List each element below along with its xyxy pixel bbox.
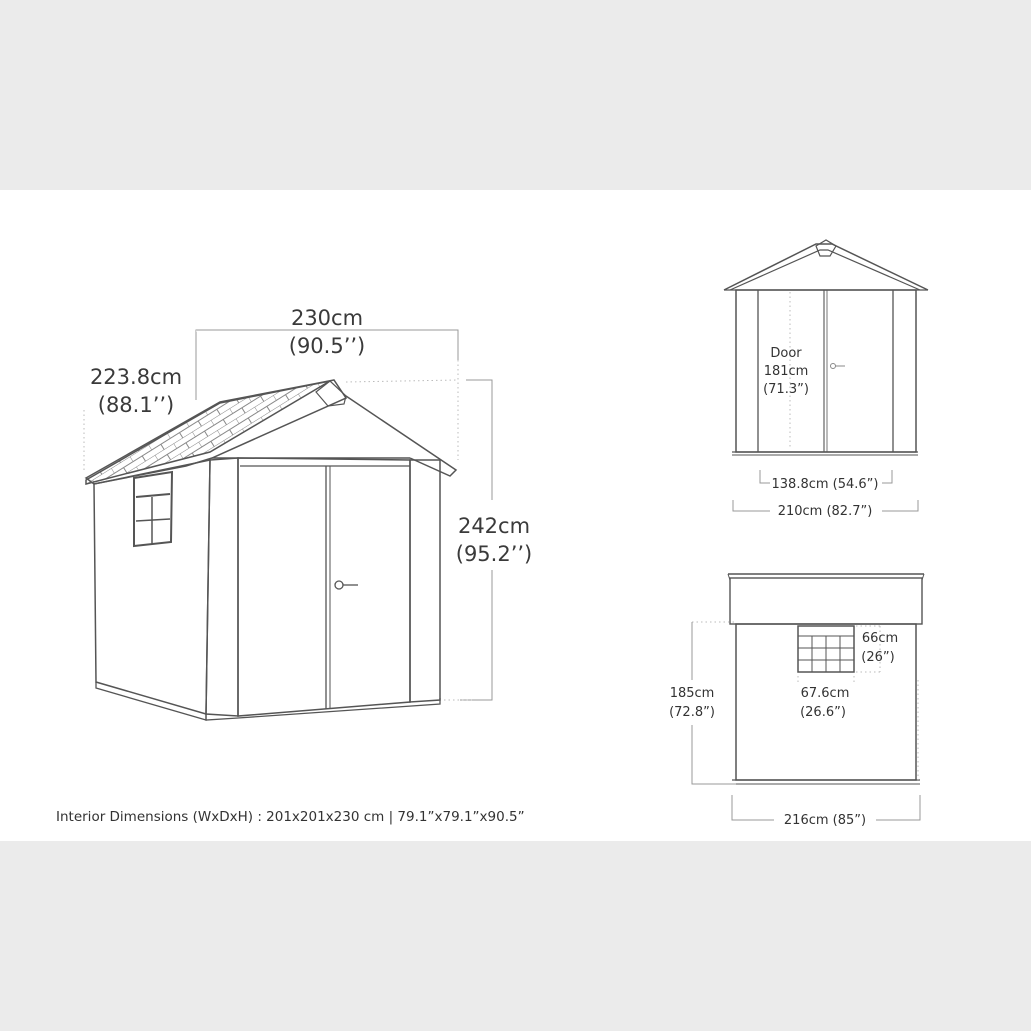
iso-width-cm: 230cm bbox=[290, 306, 364, 330]
iso-window bbox=[134, 472, 172, 546]
iso-door bbox=[238, 458, 410, 716]
window-height-in: (26”) bbox=[861, 650, 895, 665]
door-height-in: (71.3”) bbox=[763, 382, 809, 397]
iso-height-in: (95.2’’) bbox=[455, 542, 533, 566]
iso-height-cm: 242cm bbox=[457, 514, 531, 538]
door-width-dimension bbox=[760, 470, 770, 483]
side-roof bbox=[730, 578, 922, 624]
side-width-dimension bbox=[732, 795, 774, 820]
door-height-cm: 181cm bbox=[763, 364, 809, 379]
door-width: 138.8cm (54.6”) bbox=[771, 477, 879, 492]
interior-dimensions-note: Interior Dimensions (WxDxH) : 201x201x230 cm | 79.1”x79.1”x90.5” bbox=[56, 809, 525, 825]
front-width: 210cm (82.7”) bbox=[777, 504, 873, 519]
door-label: Door bbox=[770, 346, 802, 361]
iso-height-dimension bbox=[460, 380, 492, 700]
side-window bbox=[798, 626, 854, 672]
window-height-cm: 66cm bbox=[861, 631, 899, 646]
side-width: 216cm (85”) bbox=[783, 813, 867, 828]
front-width-dimension bbox=[733, 500, 770, 511]
wall-height-cm: 185cm bbox=[669, 686, 715, 701]
wall-height-in: (72.8”) bbox=[669, 705, 715, 720]
front-view bbox=[724, 240, 928, 455]
window-width-cm: 67.6cm bbox=[800, 686, 850, 701]
iso-shed bbox=[86, 380, 456, 720]
iso-door-handle bbox=[335, 581, 358, 589]
iso-width-in: (90.5’’) bbox=[288, 334, 366, 358]
side-view bbox=[728, 574, 924, 784]
window-width-in: (26.6”) bbox=[800, 705, 846, 720]
iso-depth-in: (88.1’’) bbox=[97, 393, 175, 417]
iso-depth-cm: 223.8cm bbox=[89, 365, 183, 389]
